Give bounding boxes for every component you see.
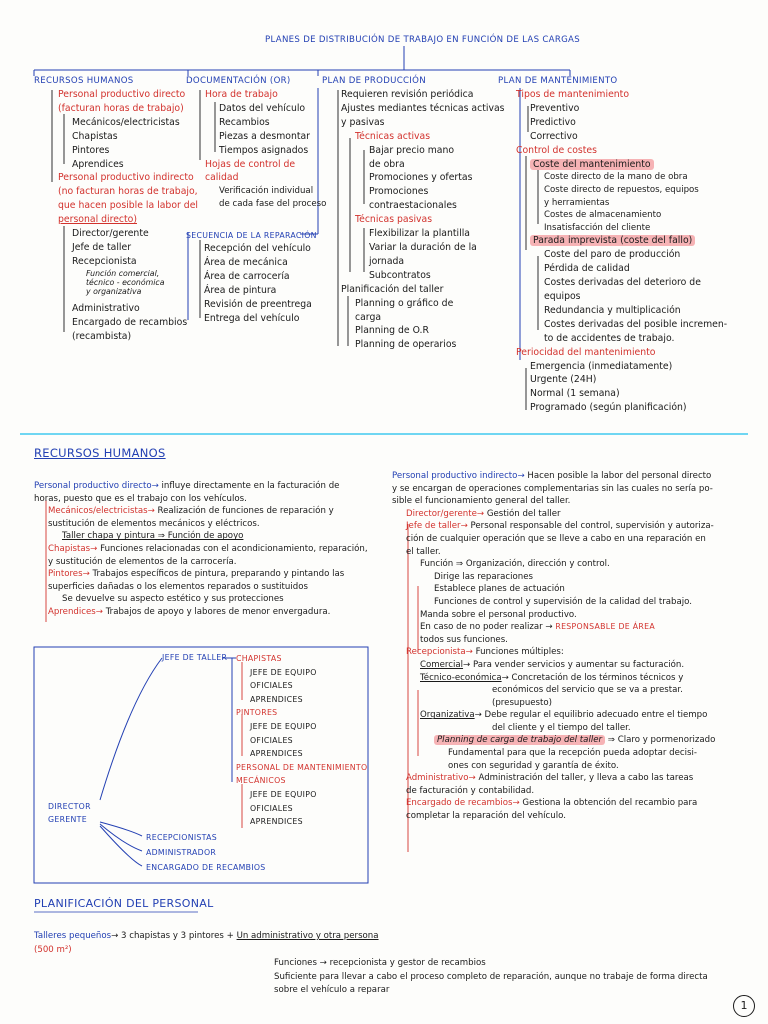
documentacion-heading: DOCUMENTACIÓN (OR) <box>186 76 291 86</box>
planificacion-heading: PLANIFICACIÓN DEL PERSONAL <box>34 897 214 910</box>
produccion-list: Requieren revisión periódica Ajustes mediantes técnicas activas y pasivas Técnicas activas Bajar precio mano de obra Promociones y ofertas Promociones contraestacionales Técnicas pasivas Flexibilizar la plantilla Variar la duración de la jornada Subcontratos Planificación del taller Planning o gráfico de carga Planning de O.R Planning de operarios <box>341 89 505 351</box>
org-root: DIRECTOR GERENTE <box>48 802 91 824</box>
page-number: 1 <box>733 995 755 1017</box>
highlight-coste-mantenimiento: Coste del mantenimiento <box>530 159 654 170</box>
rrhh-left-column: Personal productivo directo→ influye directamente en la facturación de horas, puesto que es el trabajo con los vehículos. Mecánicos/electricistas→ Realización de funciones de reparación y sustitución de elementos mecánicos y eléctricos. Taller chapa y pintura ⇒ Función de apoyo Chapistas→ Funciones relacionadas con el acondicionamiento, reparación, y sustitución de elementos de la carrocería. Pintores→ Trabajos específicos de pintura, preparando y pintando las superficies dañadas o los elementos reparados o sustituidos Se devuelve su aspecto estético y sus protecciones Aprendices→ Trabajos de apoyo y labores de menor envergadura. <box>34 481 368 617</box>
secuencia-heading: SECUENCIA DE LA REPARACIÓN <box>186 231 317 240</box>
org-others: RECEPCIONISTAS ADMINISTRADOR ENCARGADO DE RECAMBIOS <box>146 833 266 872</box>
rrhh-right-column: Personal productivo indirecto→ Hacen posible la labor del personal directo y se encargan de operaciones complementarias sin las cuales no sería po- sible el funcionamiento general del taller. Director/gerente→ Gestión del taller Jefe de taller→ Personal responsable del control, supervisión y autoriza- ción de cualquier operación que se lleve a cabo en una reparación en el taller. Función ⇒ Organización, dirección y control. Dirige las reparaciones Establece planes de actuación Funciones de control y supervisión de la calidad del trabajo. Manda sobre el personal productivo. En caso de no poder realizar → RESPONSABLE DE ÁREA todos sus funciones. Recepcionista→ Funciones múltiples: Comercial→ Para vender servicios y aumentar su facturación. Técnico-económica→ Concretación de los términos técnicos y económicos del servicio que se va a prestar. (presupuesto) Organizativa→ Debe regular el equilibrio adecuado entre el tiempo del cliente y el tiempo del taller. Planning de carga de trabajo del taller ⇒ Claro y pormenorizado Fundamental para que la recepción pueda adoptar decisi- ones con seguridad y garantía de éxito. Administrativo→ Administración del taller, y lleva a cabo las tareas de facturación y contabilidad. Encargado de recambios→ Gestiona la obtención del recambio para completar la reparación del vehículo. <box>392 471 716 822</box>
produccion-heading: PLAN DE PRODUCCIÓN <box>322 76 426 86</box>
highlight-planning-carga: Planning de carga de trabajo del taller <box>434 735 605 745</box>
highlight-parada-imprevista: Parada imprevista (coste del fallo) <box>530 235 695 246</box>
mantenimiento-list: Tipos de mantenimiento Preventivo Predictivo Correctivo Control de costes Coste del mantenimiento Coste directo de la mano de obra Coste directo de repuestos, equipos y herramientas Costes de almacenamiento Insatisfacción del cliente Parada imprevista (coste del fallo) Coste del paro de producción Pérdida de calidad Costes derivadas del deterioro de equipos Redundancia y multiplicación Costes derivadas del posible incremen- to de accidentes de trabajo. Periocidad del mantenimiento Emergencia (inmediatamente) Urgente (24H) Normal (1 semana) Programado (según planificación) <box>516 89 728 414</box>
documentacion-list: Hora de trabajo Datos del vehículo Recambios Piezas a desmontar Tiempos asignados Hojas de control de calidad Verificación individual de cada fase del proceso <box>205 89 327 209</box>
org-groups: CHAPISTAS JEFE DE EQUIPO OFICIALES APRENDICES PINTORES JEFE DE EQUIPO OFICIALES APRENDICES PERSONAL DE MANTENIMIENTO MECÁNICOS JEFE DE EQUIPO OFICIALES APRENDICES <box>236 654 368 827</box>
rrhh-heading: RECURSOS HUMANOS <box>34 446 166 460</box>
org-jefe-taller: JEFE DE TALLER <box>162 653 228 662</box>
secuencia-list: Recepción del vehículo Área de mecánica Área de carrocería Área de pintura Revisión de preentrega Entrega del vehículo <box>204 243 312 324</box>
page-title: PLANES DE DISTRIBUCIÓN DE TRABAJO EN FUNCIÓN DE LAS CARGAS <box>265 35 580 45</box>
recursos-heading: RECURSOS HUMANOS <box>34 76 134 86</box>
mantenimiento-heading: PLAN DE MANTENIMIENTO <box>498 76 618 86</box>
planificacion-text: Talleres pequeños→ 3 chapistas y 3 pintores + Un administrativo y otra persona (500 m²) Funciones → recepcionista y gestor de recambios Suficiente para llevar a cabo el proceso completo de reparación, aunque no trabaje de forma directa sobre el vehículo a reparar <box>34 931 708 995</box>
recursos-list: Personal productivo directo (facturan horas de trabajo) Mecánicos/electricistas Chapistas Pintores Aprendices Personal productivo indirecto (no facturan horas de trabajo, que hacen posible la labor del personal directo) Director/gerente Jefe de taller Recepcionista Función comercial, técnico - económica y organizativa Administrativo Encargado de recambios (recambista) <box>58 89 198 342</box>
